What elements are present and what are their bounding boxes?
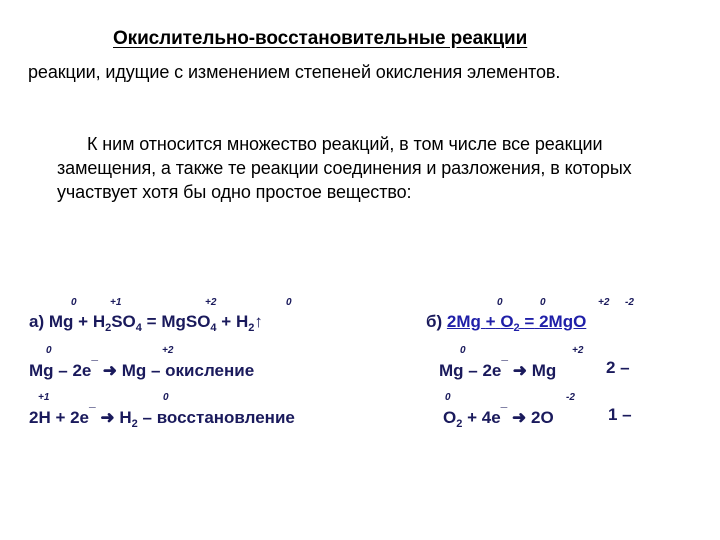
formula-part: H: [92, 312, 106, 331]
half-right: Mg: [531, 361, 557, 380]
plus-sign: +: [221, 312, 232, 331]
half-left: + 4e: [467, 408, 501, 427]
half-reaction-reduction: [29, 405, 295, 430]
arrow-right-icon: ➜: [100, 408, 115, 427]
formula-h2: [235, 312, 263, 334]
ox-state: 0: [163, 392, 169, 403]
formula-o2: [500, 312, 520, 334]
formula-part: O: [443, 408, 457, 427]
reaction-b-formula: [446, 312, 587, 334]
electron-dash: ¯: [89, 405, 96, 419]
half-left: 2H + 2e: [29, 408, 90, 427]
page-title: Окислительно-восстановительные реакции: [113, 28, 528, 49]
ox-state: +1: [110, 297, 122, 308]
subscript: 4: [210, 322, 217, 334]
subscript: 2: [248, 322, 255, 334]
equals-sign: =: [146, 312, 157, 331]
formula-part: SO: [111, 312, 136, 331]
subscript: 4: [135, 322, 142, 334]
electron-dash: ¯: [500, 405, 508, 419]
half-reaction-oxidation: [29, 358, 254, 381]
intro-paragraph: [57, 132, 657, 204]
formula-o2: [443, 408, 463, 430]
reaction-label: б): [426, 312, 443, 331]
plus-sign: +: [78, 312, 89, 331]
ox-state: -2: [625, 297, 634, 308]
half-right: Mg – окисление: [121, 361, 255, 380]
ox-state: +1: [38, 392, 50, 403]
ox-state: -2: [566, 392, 575, 403]
formula-part: MgSO: [161, 312, 211, 331]
formula-2mg: 2Mg: [446, 312, 481, 331]
formula-h2: [119, 408, 138, 430]
electron-coefficient: 1 –: [608, 405, 632, 424]
formula-part: H: [235, 312, 249, 331]
ox-state: 0: [71, 297, 77, 308]
arrow-right-icon: ➜: [102, 361, 117, 380]
gas-arrow-icon: ↑: [254, 312, 263, 331]
ox-state: +2: [205, 297, 217, 308]
arrow-right-icon: ➜: [512, 408, 527, 427]
ox-state: 0: [540, 297, 546, 308]
electron-dash: ¯: [91, 358, 98, 372]
subscript: 2: [513, 322, 520, 334]
formula-part: O: [500, 312, 514, 331]
half-reaction-b-reduction: [443, 405, 554, 430]
ox-state: 0: [460, 345, 466, 356]
formula-mg: Mg: [48, 312, 74, 331]
definition-text: реакции, идущие с изменением степеней окисления элементов.: [28, 62, 561, 82]
electron-coefficient: 2 –: [606, 358, 630, 377]
subscript: 2: [456, 418, 463, 430]
half-right: – восстановление: [142, 408, 295, 427]
ox-state: 0: [46, 345, 52, 356]
ox-state: +2: [598, 297, 610, 308]
electron-dash: ¯: [501, 358, 508, 372]
half-reaction-b-oxidation: [439, 358, 556, 381]
ox-state: 0: [497, 297, 503, 308]
equals-sign: =: [524, 312, 535, 331]
ox-state: +2: [162, 345, 174, 356]
half-left: Mg – 2e: [439, 361, 502, 380]
ox-state: +2: [572, 345, 584, 356]
half-right: 2O: [531, 408, 554, 427]
reaction-a-equation: [29, 312, 263, 334]
paragraph-text: К ним относится множество реакций, в том числе все реакции замещения, а также те реакции соединения и разложения, в которых участвует хотя бы одно простое вещество:: [57, 134, 632, 202]
subscript: 2: [131, 418, 138, 430]
reaction-b-equation: [426, 312, 586, 334]
formula-mgso4: [161, 312, 217, 334]
half-left: Mg – 2e: [29, 361, 92, 380]
arrow-right-icon: ➜: [512, 361, 527, 380]
ox-state: 0: [445, 392, 451, 403]
ox-state: 0: [286, 297, 292, 308]
formula-h2so4: [92, 312, 142, 334]
subscript: 2: [105, 322, 112, 334]
formula-part: H: [119, 408, 132, 427]
reaction-label: а): [29, 312, 45, 331]
formula-2mgo: 2MgO: [539, 312, 587, 331]
plus-sign: +: [485, 312, 496, 331]
